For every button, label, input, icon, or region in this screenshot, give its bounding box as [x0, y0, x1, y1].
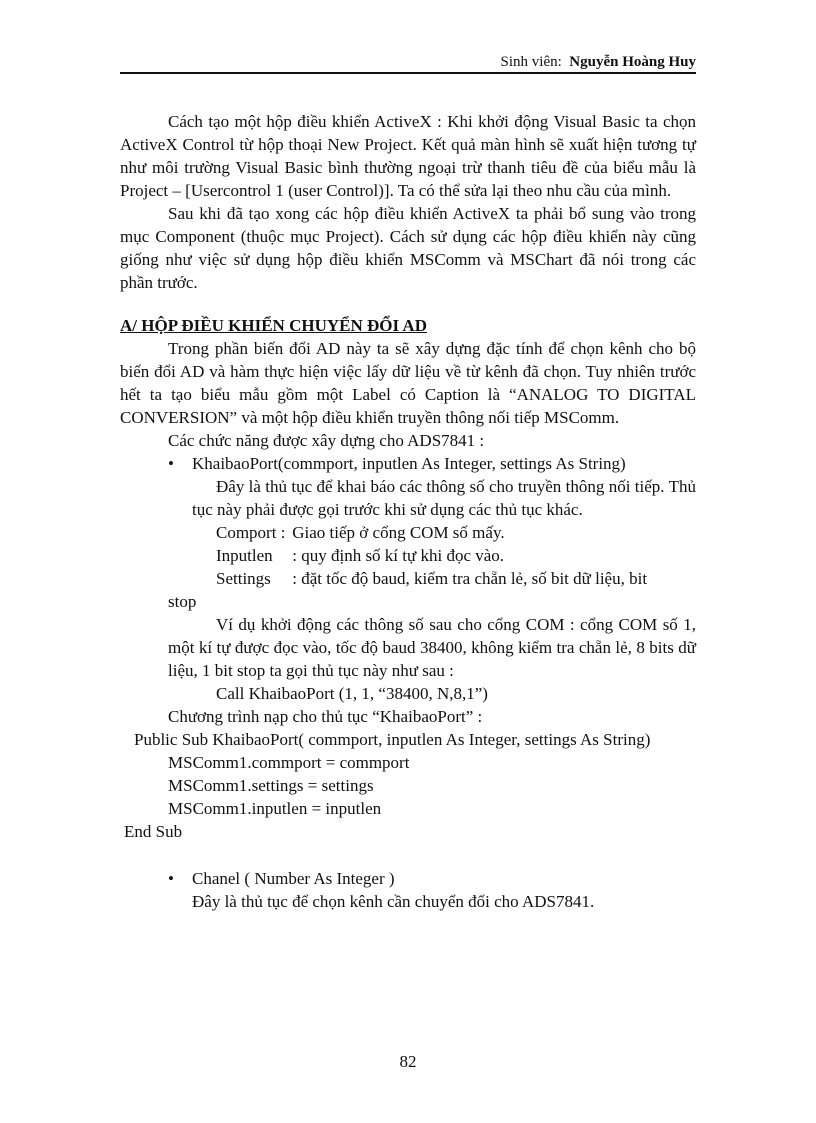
code-line: MSComm1.inputlen = inputlen: [168, 799, 382, 818]
khaibaoport-description-block: [120, 475, 696, 521]
param-term: Settings: [216, 569, 271, 588]
bullet-dot-icon: •: [168, 454, 174, 473]
page-number: 82: [399, 1052, 417, 1071]
header-rule: [120, 72, 696, 74]
bullet-dot-icon: •: [168, 869, 174, 888]
code-sub-declaration: Public Sub KhaibaoPort( commport, inputlen As Integer, settings As String): [134, 730, 651, 749]
chanel-signature: Chanel ( Number As Integer ): [192, 869, 395, 888]
page-content: [120, 110, 696, 913]
khaibaoport-signature: KhaibaoPort(commport, inputlen As Integer, settings As String): [192, 454, 626, 473]
header-label: Sinh viên:: [500, 54, 562, 70]
header-author-name: Nguyễn Hoàng Huy: [569, 54, 696, 70]
section-paragraph: Trong phần biến đổi AD này ta sẽ xây dựng đặc tính để chọn kênh cho bộ biến đổi AD và hàm thực hiện việc lấy dữ liệu về từ kênh đã chọn. Tuy nhiên trước hết ta tạo biểu mẫu gồm một Label có Caption là “ANALOG TO DIGITAL CONVERSION” và một hộp điều khiển truyền thông nối tiếp MSComm.: [120, 339, 696, 427]
param-desc: : quy định số kí tự khi đọc vào.: [292, 546, 505, 565]
parameter-list: [120, 521, 696, 590]
example-block: [120, 613, 696, 682]
code-end-sub: End Sub: [124, 822, 183, 841]
code-line: MSComm1.commport = commport: [168, 753, 410, 772]
khaibaoport-description: Đây là thủ tục để khai báo các thông số cho truyền thông nối tiếp. Thủ tục này phải được gọi trước khi sử dụng các thủ tục khác.: [192, 477, 696, 519]
intro-paragraph-1: Cách tạo một hộp điều khiển ActiveX : Khi khởi động Visual Basic ta chọn ActiveX Control từ hộp thoại New Project. Kết quả màn hình sẽ xuất hiện tương tự như môi trường Visual Basic bình thường ngoại trừ thanh tiêu đề của biểu mẫu là Project – [Usercontrol 1 (user Control)]. Ta có thể sửa lại theo nhu cầu của mình.: [120, 112, 696, 200]
param-wrap-stop: stop: [168, 592, 197, 611]
param-desc: : đặt tốc độ baud, kiểm tra chẵn lẻ, số bit dữ liệu, bit: [292, 569, 648, 588]
example-call: Call KhaibaoPort (1, 1, “38400, N,8,1”): [216, 684, 488, 703]
param-term: Inputlen: [216, 546, 273, 565]
intro-paragraph-2: Sau khi đã tạo xong các hộp điều khiển ActiveX ta phải bổ sung vào trong mục Component (thuộc mục Project). Cách sử dụng các hộp điều khiển này cũng giống như việc sử dụng hộp điều khiển MSComm và MSChart đã nói trong các phần trước.: [120, 204, 696, 292]
page-header: [120, 52, 696, 72]
chanel-description: Đây là thủ tục để chọn kênh cần chuyển đổi cho ADS7841.: [192, 892, 595, 911]
code-line: MSComm1.settings = settings: [168, 776, 374, 795]
param-desc: Giao tiếp ở cổng COM số mấy.: [292, 523, 505, 542]
functions-intro: Các chức năng được xây dựng cho ADS7841 :: [168, 431, 485, 450]
spacer: [120, 843, 696, 867]
section-heading: A/ HỘP ĐIỀU KHIỂN CHUYỂN ĐỔI AD: [120, 316, 427, 335]
bullet-chanel: [120, 867, 696, 890]
example-text: Ví dụ khởi động các thông số sau cho cổng COM : cổng COM số 1, một kí tự được đọc vào, tốc độ baud 38400, không kiểm tra chẵn lẻ, 8 bits dữ liệu, 1 bit stop ta gọi thủ tục này như sau :: [168, 615, 696, 680]
param-term: Comport :: [216, 523, 286, 542]
param-row-inputlen: [216, 544, 696, 567]
bullet-khaibaoport: [120, 452, 696, 475]
param-row-comport: [216, 521, 696, 544]
param-row-settings: [216, 567, 696, 590]
program-intro: Chương trình nạp cho thủ tục “KhaibaoPort” :: [168, 707, 483, 726]
